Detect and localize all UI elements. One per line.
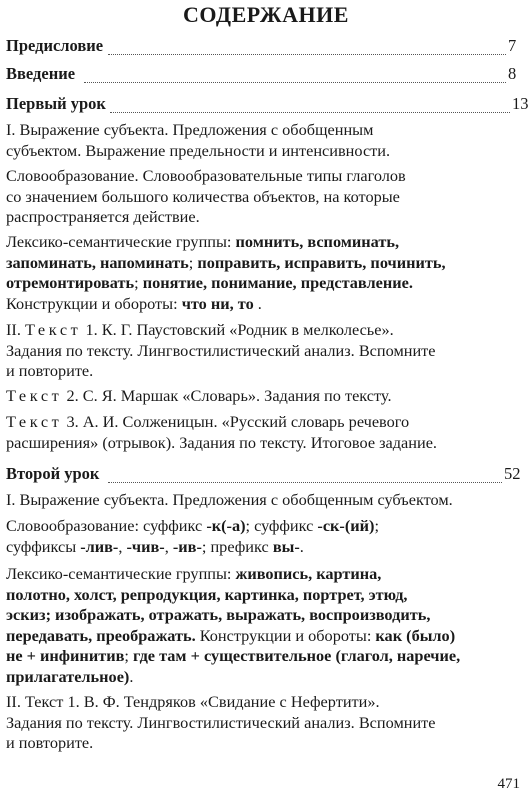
bold-term: -ск-(ий) [317,516,375,535]
bold-term: не + инфинитив [6,646,125,665]
bold-term: помнить, вспоминать, [235,232,400,251]
text-line [6,320,506,341]
text-run: 3. А. И. Солженицын. «Русский словарь речевого [62,412,410,431]
text-run: ; префикс [201,536,273,556]
lesson1-paragraph-text-1 [6,320,506,382]
text-line [6,412,506,433]
bold-term: передавать, преображать. [6,625,196,645]
text-line: Словообразование. Словообразовательные типы глаголов [6,166,406,185]
text-run: ; [188,252,198,272]
text-line: распространяется действие. [6,207,200,226]
text-line: Задания по тексту. Лингвостилистический анализ. Вспомните [6,712,436,732]
text-run: . [299,536,304,556]
toc-label: Предисловие [6,36,104,55]
text-line: и повторите. [6,361,94,380]
text-run: Конструкции и обороты: [195,625,376,645]
toc-entry-intro[interactable] [6,64,518,86]
text-run: , [118,536,127,556]
bold-term: что ни, то [181,293,254,313]
spaced-word: Текст [6,386,63,405]
text-line [6,273,506,294]
text-run: . [129,666,134,686]
toc-page-number: 8 [508,64,517,83]
toc-label: Введение [6,64,76,83]
text-run: Лексико-семантические группы: [6,564,236,583]
text-line [6,564,506,585]
text-line: II. Текст 1. В. Ф. Тендряков «Свидание с Нефертити». [6,692,380,711]
toc-entry-lesson-2[interactable] [6,464,526,486]
text-line [6,232,506,253]
text-line [6,294,506,315]
toc-page-number: 7 [508,36,517,55]
spaced-word: Текст [24,320,82,339]
text-line [6,253,506,274]
page-number: 471 [497,776,520,792]
text-run: 2. С. Я. Маршак «Словарь». Задания по тексту. [62,386,392,405]
text-run: ; суффикс [245,516,318,535]
text-run: II. [6,320,25,339]
text-line: I. Выражение субъекта. Предложения с обобщенным субъектом. [6,490,453,509]
bold-term: -лив- [80,536,119,556]
text-run: ; [124,646,133,665]
text-run: , [164,536,173,556]
text-line [6,516,506,537]
bold-term: поправить, исправить, починить, [197,252,446,272]
bold-term: полотно, холст, репродукция, картинка, портрет, этюд, [6,584,408,604]
text-run: Лексико-семантические группы: [6,232,236,251]
text-run: Конструкции и обороты: [6,293,182,313]
text-line [6,667,506,688]
lesson1-paragraph-text-3 [6,412,506,453]
page-title: СОДЕРЖАНИЕ [183,2,349,27]
toc-leader-dots [108,482,502,483]
bold-term: отремонтировать [6,273,135,292]
text-run: ; [134,273,143,292]
text-line: I. Выражение субъекта. Предложения с обобщенным [6,120,374,139]
toc-leader-dots [110,112,510,113]
text-line [6,585,506,606]
text-line: Задания по тексту. Лингвостилистический анализ. Вспомните [6,340,436,360]
bold-term: вы- [272,536,300,556]
lesson2-paragraph-lexical-groups [6,564,506,687]
text-run: ; [374,516,379,535]
toc-label: Первый урок [6,94,106,113]
spaced-word: Текст [6,412,63,431]
lesson2-paragraph-subject [6,490,506,511]
text-line: со значением большого количества объектов, на которые [6,186,400,206]
toc-page-number: 13 [512,94,529,113]
toc-entry-preface[interactable] [6,36,518,58]
toc-leader-dots [108,54,506,55]
text-run: 1. К. Г. Паустовский «Родник в мелколесье». [81,320,394,339]
bold-term: -чив- [126,536,165,556]
bold-term: где там + существительное (глагол, наречие, [132,646,461,665]
toc-page-number: 52 [504,464,521,483]
text-run: . [253,293,262,313]
bold-term: запоминать, напоминать [6,252,189,272]
bold-term: как (было) [375,625,456,645]
text-line [6,626,506,647]
lesson1-paragraph-subject [6,120,506,161]
bold-term: прилагательное) [6,666,130,686]
lesson1-paragraph-lexical-groups [6,232,506,314]
bold-term: живопись, картина, [235,564,382,583]
bold-term: эскиз; изображать, отражать, выражать, воспроизводить, [6,605,431,624]
toc-entry-lesson-1[interactable] [6,94,529,116]
text-line [6,646,506,667]
lesson2-paragraph-text-1 [6,692,506,754]
lesson1-paragraph-text-2 [6,386,506,407]
toc-label: Второй урок [6,464,100,483]
bold-term: -к(-а) [206,516,246,535]
lesson1-paragraph-word-formation [6,166,506,228]
text-line [6,386,506,407]
text-line: и повторите. [6,733,94,752]
bold-term: понятие, понимание, представление. [142,273,413,292]
text-line: субъектом. Выражение предельности и интенсивности. [6,140,391,160]
lesson2-paragraph-word-formation [6,516,506,557]
text-line [6,605,506,626]
text-run: суффиксы [6,536,81,556]
toc-leader-dots [84,82,506,83]
text-line: расширения» (отрывок). Задания по тексту. Итоговое задание. [6,432,438,452]
bold-term: -ив- [172,536,202,556]
text-run: Словообразование: суффикс [6,516,207,535]
text-line [6,537,506,558]
